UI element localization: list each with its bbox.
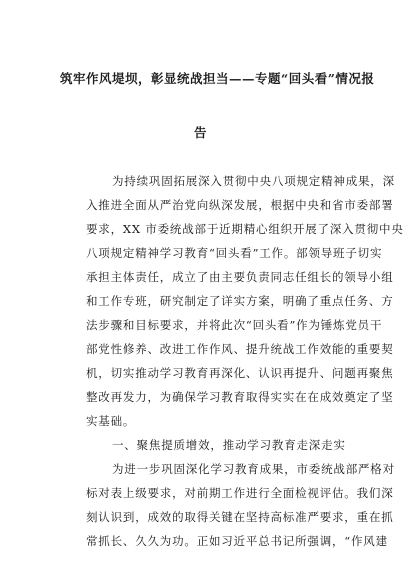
- paragraph-1-line: 整改再发力，为确保学习教育取得实实在在成效奠定了坚: [86, 390, 394, 404]
- paragraph-1-line: 承担主体责任，成立了由主要负责同志任组长的领导小组: [86, 270, 394, 284]
- paragraph-1-line: 机，切实推动学习教育再深化、认识再提升、问题再聚焦: [86, 366, 394, 380]
- section-heading: 一、聚焦提质增效，推动学习教育走深走实: [112, 438, 346, 452]
- paragraph-1-line: 八项规定精神学习教育“回头看”工作。部领导班子切实: [86, 246, 383, 260]
- paragraph-1-line: 法步骤和目标要求，并将此次“回头看”作为锤炼党员干: [86, 318, 383, 332]
- document-title-continuation: 告: [194, 125, 207, 140]
- paragraph-1-line: 部党性修养、改进工作作风、提升统战工作效能的重要契: [86, 342, 394, 356]
- paragraph-1-line: 和工作专班，研究制定了详实方案，明确了重点任务、方: [86, 294, 394, 308]
- paragraph-2-line: 为进一步巩固深化学习教育成果，市委统战部严格对: [112, 462, 395, 476]
- paragraph-1-line: 为持续巩固拓展深入贯彻中央八项规定精神成果，深: [112, 174, 395, 188]
- paragraph-1-line: 实基础。: [86, 414, 136, 428]
- paragraph-2-line: 常抓长、久久为功。正如习近平总书记所强调，“作风建: [86, 534, 388, 548]
- paragraph-1-line: 要求，XX 市委统战部于近期精心组织开展了深入贯彻中央: [86, 222, 404, 236]
- paragraph-2-line: 刻认识到，成效的取得关键在坚持高标准严要求，重在抓: [86, 510, 394, 524]
- paragraph-2-line: 标对表上级要求，对前期工作进行全面检视评估。我们深: [86, 486, 394, 500]
- paragraph-1-line: 入推进全面从严治党向纵深发展，根据中央和省市委部署: [86, 198, 394, 212]
- document-title: 筑牢作风堤坝，彰显统战担当——专题“回头看”情况报: [60, 71, 375, 86]
